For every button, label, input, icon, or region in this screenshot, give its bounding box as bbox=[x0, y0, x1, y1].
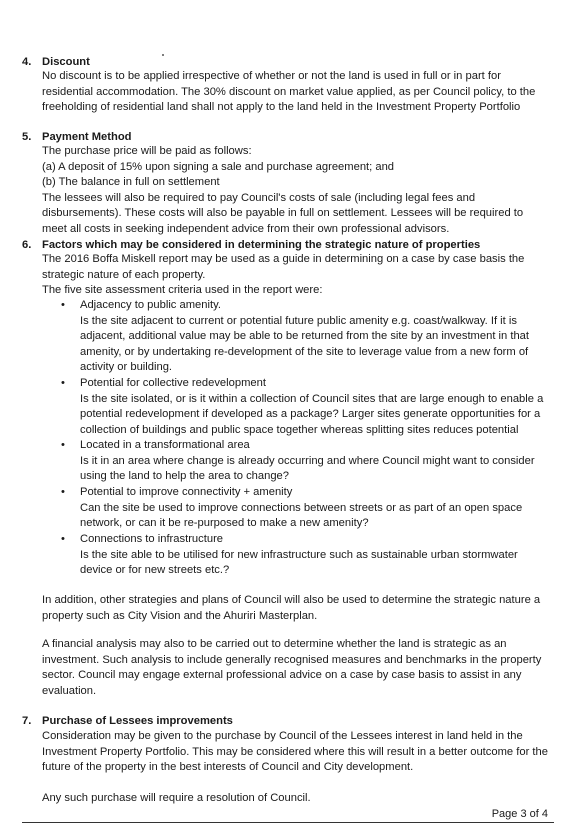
bullet: • bbox=[61, 533, 65, 545]
criterion-adjacency bbox=[80, 298, 550, 376]
criterion-line: Is it in an area where change is already occurring and where Council might want to consider bbox=[80, 454, 535, 467]
bullet: • bbox=[61, 439, 65, 451]
bullet: • bbox=[61, 299, 65, 311]
section-5-heading bbox=[22, 130, 132, 145]
criterion-line: Is the site able to be utilised for new infrastructure such as sustainable urban stormwater bbox=[80, 548, 518, 561]
page-number: Page 3 of 4 bbox=[491, 808, 548, 820]
criterion-line: amenity, or by undertaking re-development of the site to leverage value from a new form of bbox=[80, 345, 529, 358]
paragraph-line: investment. Such analysis to include generally recognised measures and benchmarks in the property bbox=[42, 653, 542, 666]
criterion-connectivity bbox=[80, 485, 550, 532]
paragraph-line: sector. Council may engage external professional advice on a case by case basis to assist in any bbox=[42, 669, 522, 682]
criterion-infrastructure bbox=[80, 532, 550, 579]
paragraph-line: The 2016 Boffa Miskell report may be used as a guide in determining on a case by case basis the bbox=[42, 253, 525, 265]
section-title: Purchase of Lessees improvements bbox=[42, 715, 233, 727]
section-6-financial bbox=[42, 637, 552, 699]
criterion-line: Is the site isolated, or is it within a collection of Council sites that are large enough to enable a bbox=[80, 392, 544, 405]
criterion-line: collection of buildings and public space together whereas splitting sites reduces potential bbox=[80, 423, 519, 436]
paragraph-line: Any such purchase will require a resolution of Council. bbox=[42, 792, 311, 804]
section-7-heading bbox=[22, 714, 233, 729]
section-6-heading bbox=[22, 238, 480, 253]
paragraph-line: freeholding of residential land shall not apply to the land held in the Investment Property Portfolio bbox=[42, 101, 521, 114]
section-title: Discount bbox=[42, 56, 90, 68]
section-number: 6. bbox=[22, 239, 32, 251]
criterion-title: Adjacency to public amenity. bbox=[80, 299, 221, 311]
criterion-title: Connections to infrastructure bbox=[80, 533, 224, 545]
criterion-line: using the land to help the area to change? bbox=[80, 470, 289, 483]
criterion-title: Potential for collective redevelopment bbox=[80, 377, 266, 389]
paragraph-line: (b) The balance in full on settlement bbox=[42, 176, 220, 189]
section-title: Payment Method bbox=[42, 131, 132, 143]
bullet: • bbox=[61, 486, 65, 498]
section-title: Factors which may be considered in determining the strategic nature of properties bbox=[42, 239, 481, 251]
paragraph-line: strategic nature of each property. bbox=[42, 268, 206, 281]
paragraph-line: The lessees will also be required to pay Council's costs of sale (including legal fees and bbox=[42, 191, 476, 204]
section-4-body bbox=[42, 69, 552, 116]
criterion-line: network, or can it be re-purposed to make a new amenity? bbox=[80, 517, 369, 530]
paragraph-line: The purchase price will be paid as follows: bbox=[42, 145, 252, 157]
paragraph-line: (a) A deposit of 15% upon signing a sale and purchase agreement; and bbox=[42, 160, 395, 173]
paragraph-line: meet all costs in seeking independent advice from their own professional advisors. bbox=[42, 222, 450, 235]
criterion-transformational-area bbox=[80, 438, 550, 485]
paragraph-line: A financial analysis may also to be carried out to determine whether the land is strategic as an bbox=[42, 638, 507, 650]
paragraph-line: In addition, other strategies and plans of Council will also be used to determine the strategic nature a bbox=[42, 594, 541, 606]
section-5-body bbox=[42, 144, 552, 238]
footer-rule bbox=[22, 822, 554, 823]
criterion-line: device or for new streets etc.? bbox=[80, 564, 230, 577]
section-7-body bbox=[42, 729, 552, 776]
criterion-line: adjacent, additional value may be able to be returned from the site by an investment in that bbox=[80, 330, 530, 343]
section-number: 5. bbox=[22, 131, 32, 143]
section-4-heading bbox=[22, 55, 90, 70]
paragraph-line: disbursements). These costs will also be payable in full on settlement. Lessees will be required to bbox=[42, 207, 524, 220]
paragraph-line: Investment Property Portfolio. This may be considered where this will result in a better outcome for the bbox=[42, 745, 548, 758]
bullet: • bbox=[61, 377, 65, 389]
scan-speck bbox=[162, 54, 164, 56]
criterion-title: Potential to improve connectivity + amenity bbox=[80, 486, 293, 498]
paragraph-line: residential accommodation. The 30% discount on market value applied, as per Council policy, to the bbox=[42, 85, 536, 98]
paragraph-line: Consideration may be given to the purchase by Council of the Lessees interest in land held in the bbox=[42, 730, 523, 742]
criterion-line: activity or building. bbox=[80, 361, 173, 374]
criterion-title: Located in a transformational area bbox=[80, 439, 250, 451]
paragraph-line: The five site assessment criteria used in the report were: bbox=[42, 284, 323, 297]
section-number: 4. bbox=[22, 56, 32, 68]
criterion-collective-redevelopment bbox=[80, 376, 550, 438]
paragraph-line: future of the property in the best interests of Council and City development. bbox=[42, 761, 414, 774]
paragraph-line: property such as City Vision and the Ahuriri Masterplan. bbox=[42, 609, 318, 622]
section-6-intro bbox=[42, 252, 552, 299]
criterion-line: Can the site be used to improve connections between streets or as part of an open space bbox=[80, 501, 523, 514]
criterion-line: potential redevelopment if developed as a package? Larger sites generate opportunities for a bbox=[80, 408, 541, 421]
paragraph-line: evaluation. bbox=[42, 684, 97, 697]
section-number: 7. bbox=[22, 715, 32, 727]
section-6-addition bbox=[42, 593, 552, 624]
paragraph-line: No discount is to be applied irrespective of whether or not the land is used in full or in part for bbox=[42, 70, 501, 82]
section-7-resolution bbox=[42, 791, 552, 807]
criterion-line: Is the site adjacent to current or potential future public amenity e.g. coast/walkway. If it is bbox=[80, 314, 517, 327]
